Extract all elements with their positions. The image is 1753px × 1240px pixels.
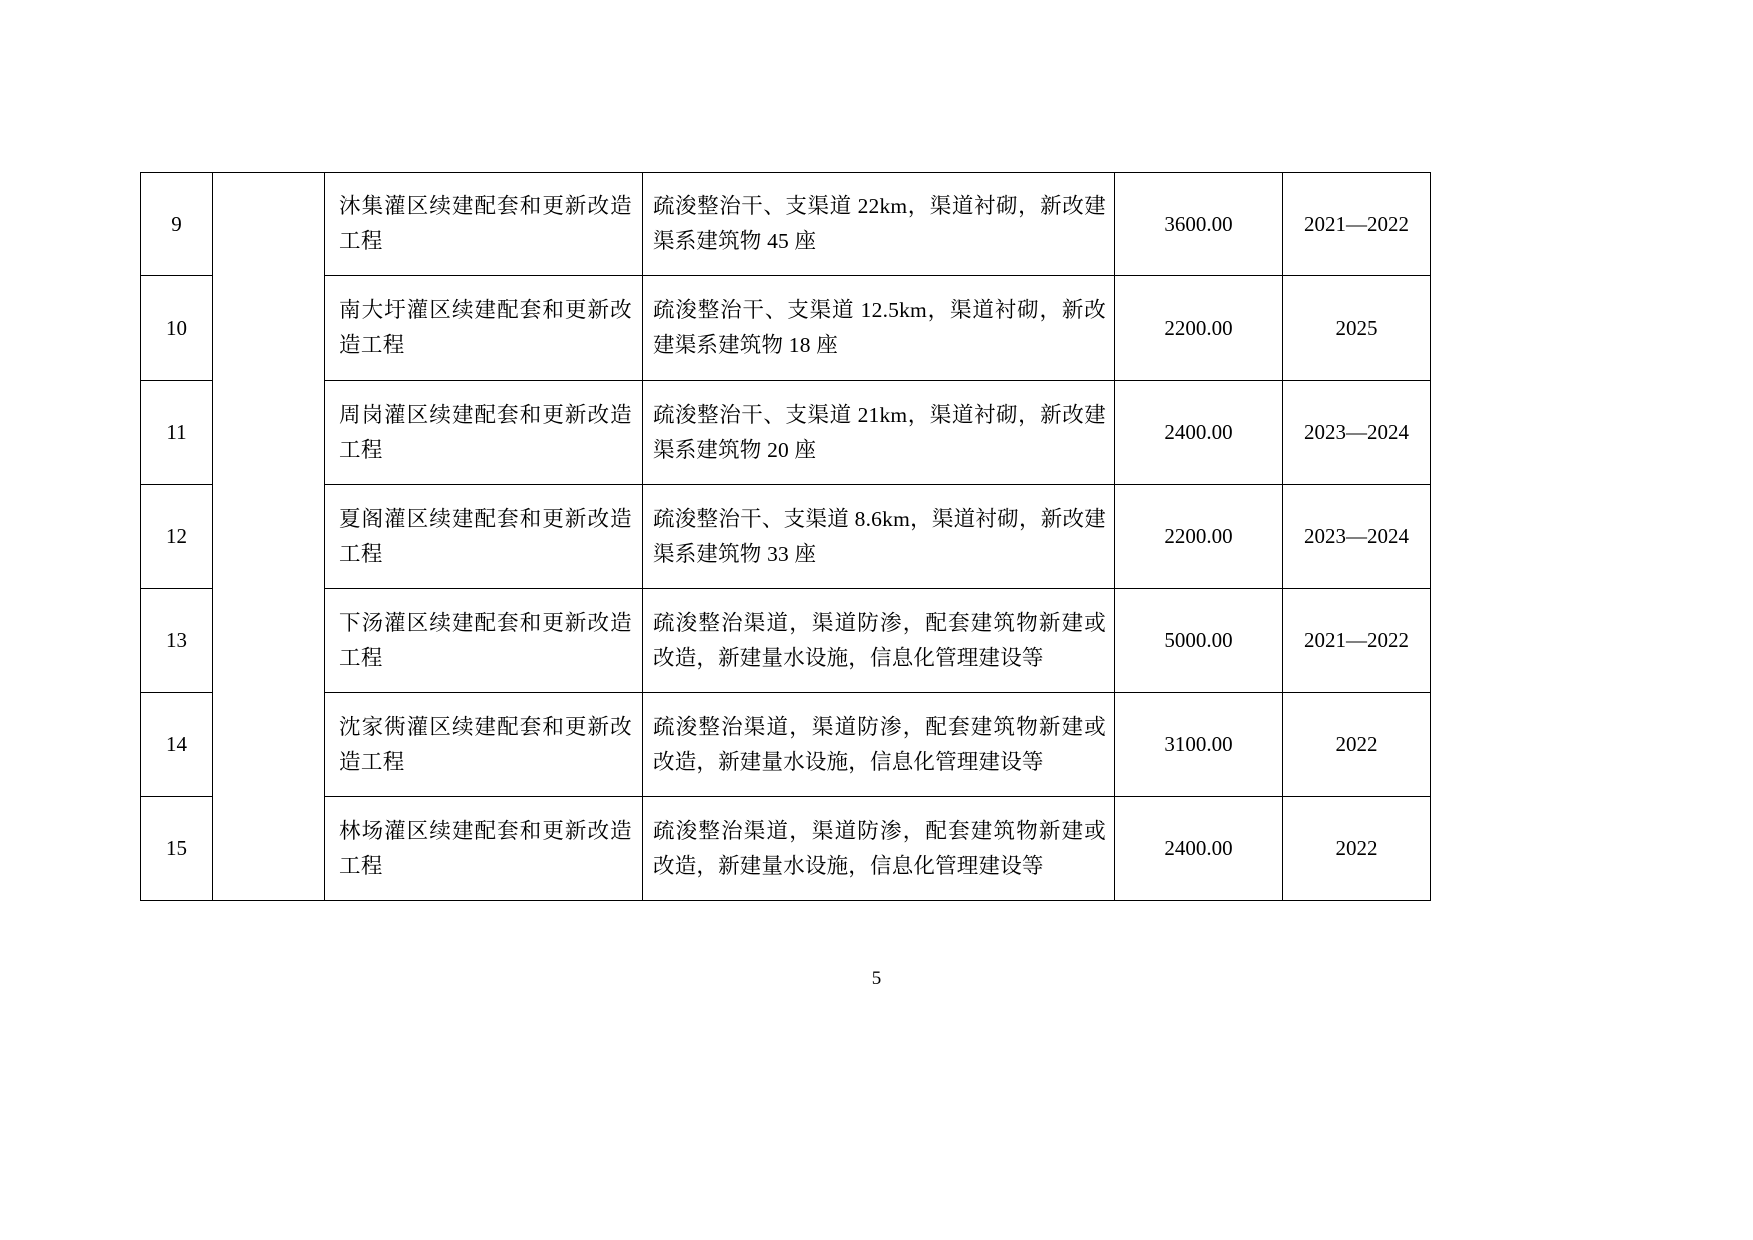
page-number: 5 [871,968,882,989]
table-row [141,797,1431,901]
row-category [213,173,325,901]
row-project-name: 沐集灌区续建配套和更新改造工程 [325,173,643,276]
row-index: 12 [141,485,213,589]
row-years: 2023—2024 [1283,381,1431,485]
row-years: 2025 [1283,276,1431,381]
row-years: 2021—2022 [1283,173,1431,276]
row-project-name: 林场灌区续建配套和更新改造工程 [325,797,643,901]
row-project-name: 沈家衖灌区续建配套和更新改造工程 [325,693,643,797]
row-project-name: 下汤灌区续建配套和更新改造工程 [325,589,643,693]
table-row [141,589,1431,693]
row-description: 疏浚整治干、支渠道 12.5km，渠道衬砌，新改建渠系建筑物 18 座 [643,276,1115,381]
row-years: 2023—2024 [1283,485,1431,589]
row-amount: 5000.00 [1115,589,1283,693]
row-description: 疏浚整治渠道，渠道防渗，配套建筑物新建或改造，新建量水设施，信息化管理建设等 [643,589,1115,693]
row-index: 14 [141,693,213,797]
row-amount: 3600.00 [1115,173,1283,276]
row-amount: 3100.00 [1115,693,1283,797]
row-index: 11 [141,381,213,485]
row-amount: 2400.00 [1115,381,1283,485]
row-description: 疏浚整治干、支渠道 21km，渠道衬砌，新改建渠系建筑物 20 座 [643,381,1115,485]
row-index: 9 [141,173,213,276]
table-row [141,381,1431,485]
row-index: 10 [141,276,213,381]
row-amount: 2400.00 [1115,797,1283,901]
row-index: 13 [141,589,213,693]
row-index: 15 [141,797,213,901]
row-project-name: 周岗灌区续建配套和更新改造工程 [325,381,643,485]
project-table-container [140,172,1430,901]
row-amount: 2200.00 [1115,485,1283,589]
row-years: 2022 [1283,693,1431,797]
table-row [141,485,1431,589]
table-row [141,276,1431,381]
row-description: 疏浚整治渠道，渠道防渗，配套建筑物新建或改造，新建量水设施，信息化管理建设等 [643,797,1115,901]
row-amount: 2200.00 [1115,276,1283,381]
row-description: 疏浚整治渠道，渠道防渗，配套建筑物新建或改造，新建量水设施，信息化管理建设等 [643,693,1115,797]
project-table [140,172,1431,901]
row-years: 2022 [1283,797,1431,901]
row-description: 疏浚整治干、支渠道 8.6km，渠道衬砌，新改建渠系建筑物 33 座 [643,485,1115,589]
row-project-name: 夏阁灌区续建配套和更新改造工程 [325,485,643,589]
table-row [141,173,1431,276]
row-project-name: 南大圩灌区续建配套和更新改造工程 [325,276,643,381]
table-row [141,693,1431,797]
row-years: 2021—2022 [1283,589,1431,693]
row-description: 疏浚整治干、支渠道 22km，渠道衬砌，新改建渠系建筑物 45 座 [643,173,1115,276]
